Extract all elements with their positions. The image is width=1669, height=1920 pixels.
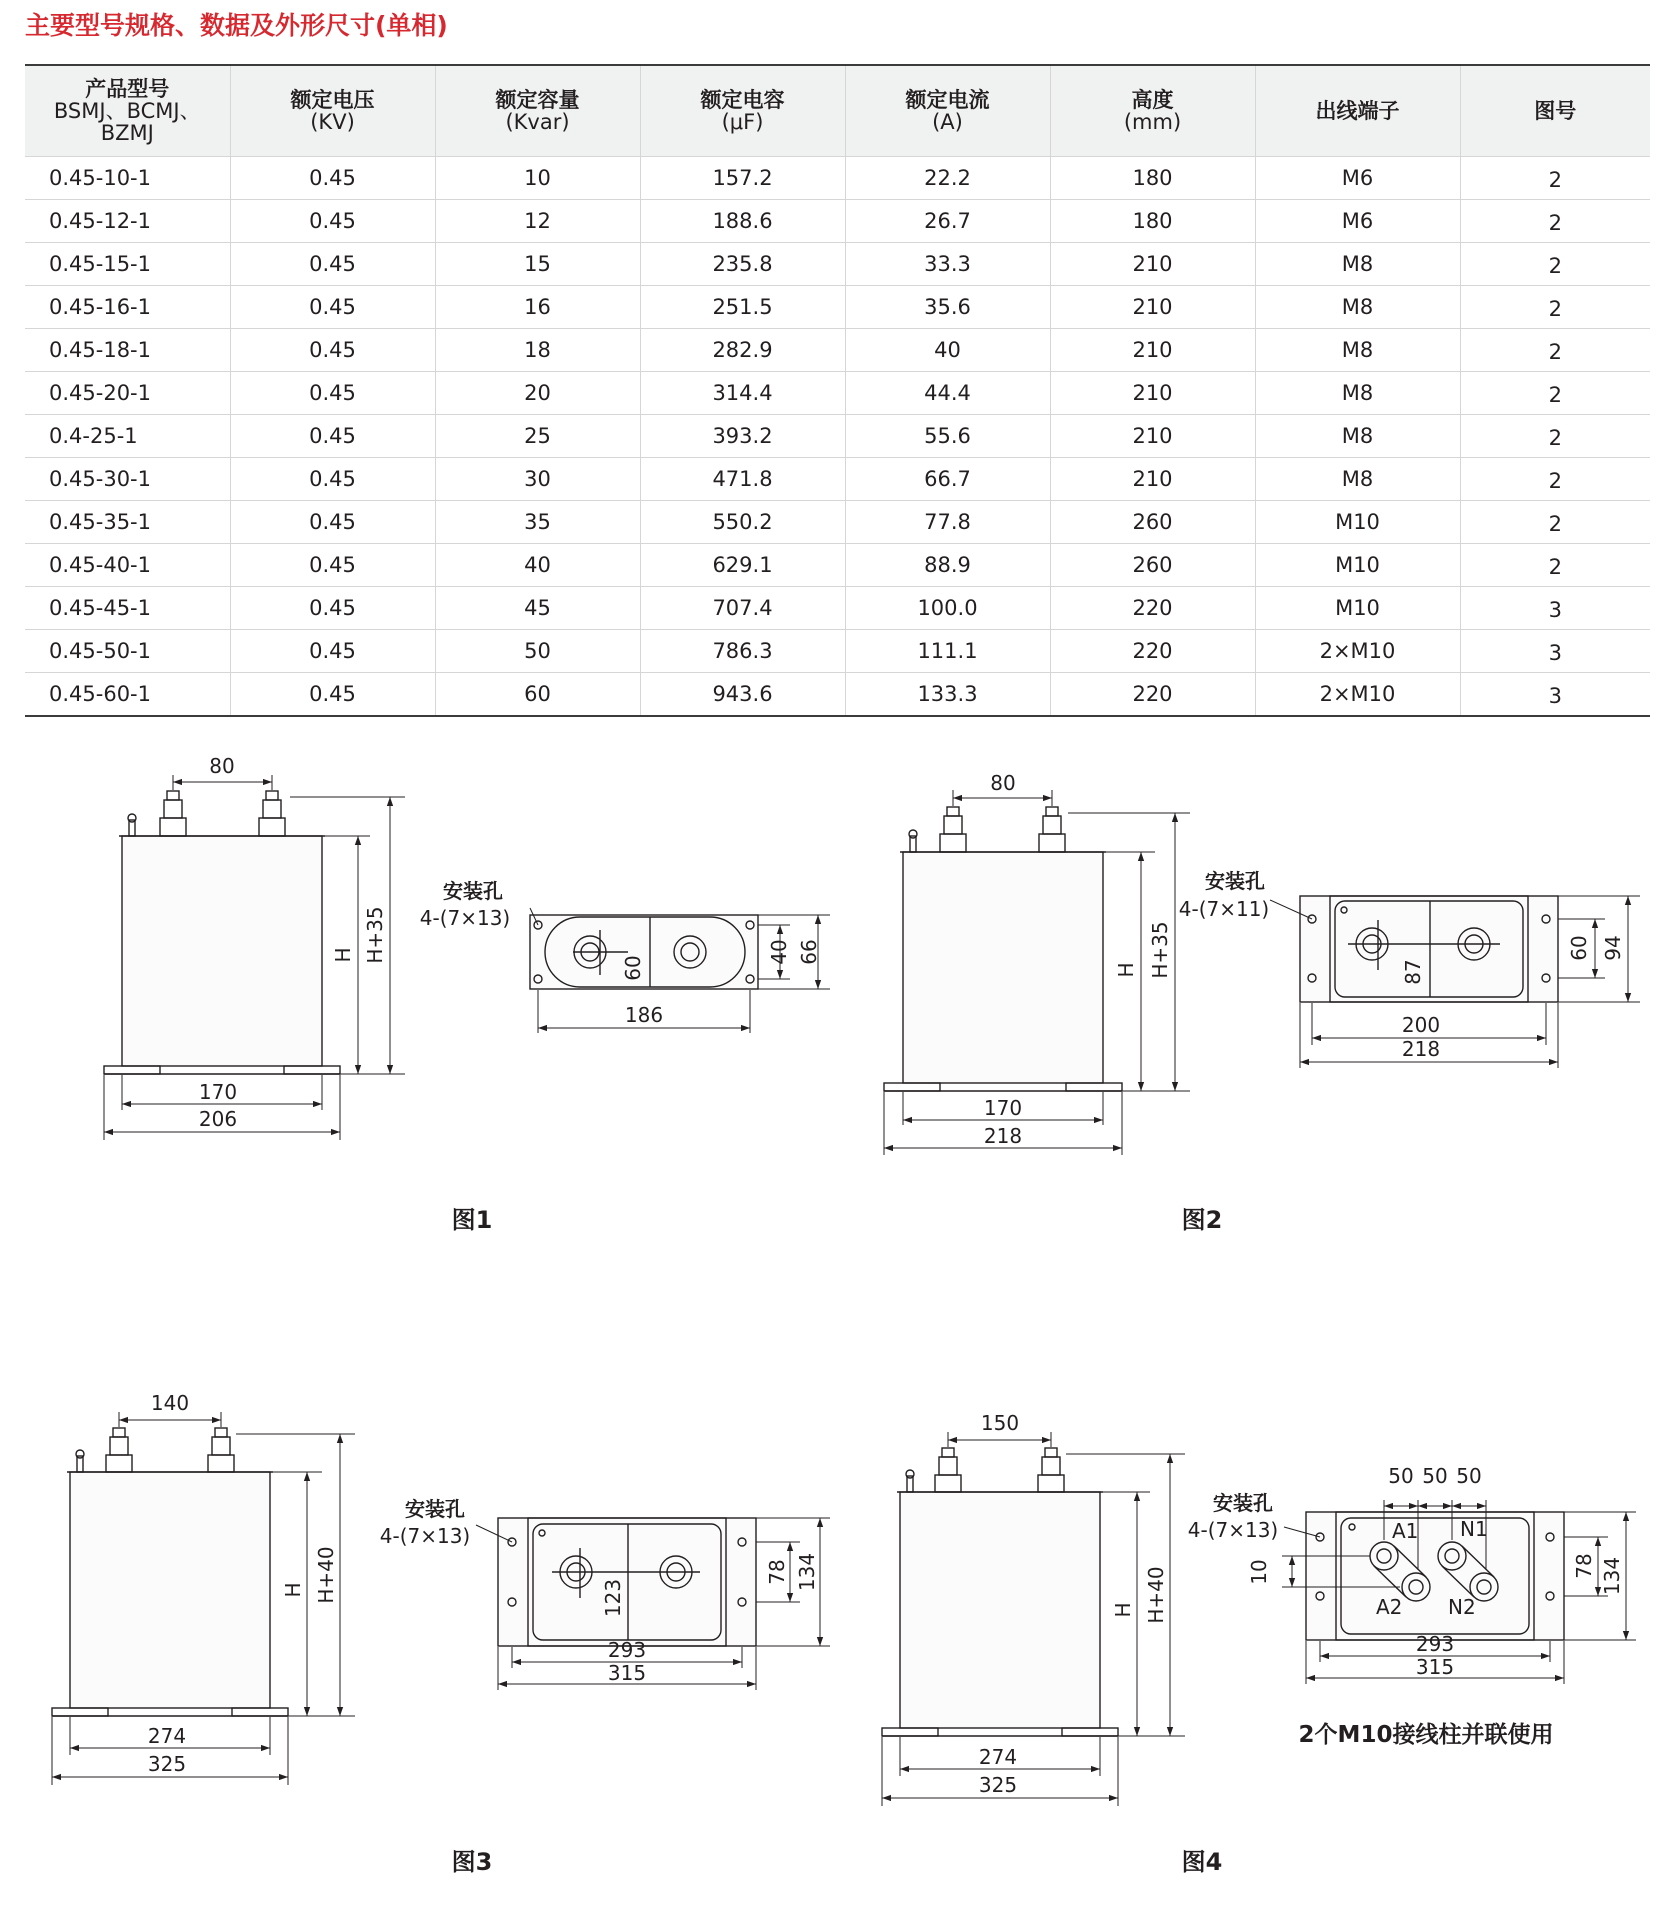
fig2-terminal-spacing: 80: [990, 771, 1016, 795]
cell-terminal: M6: [1255, 157, 1460, 200]
fig4-base-outer: 325: [978, 1773, 1018, 1797]
fig1-plan-width: 66: [797, 939, 821, 965]
cell-terminal: M8: [1255, 286, 1460, 329]
cell-capacity: 12: [435, 200, 640, 243]
header-voltage-name: 额定电压: [290, 88, 375, 112]
fig1-plan-length: 186: [624, 1003, 664, 1027]
fig4-plan-total: 315: [1415, 1655, 1455, 1679]
fig4-terminal-n2: N2: [1448, 1595, 1476, 1619]
cell-terminal: M6: [1255, 200, 1460, 243]
cell-figure-no: 2: [1460, 458, 1650, 501]
fig3-base-outer: 325: [147, 1752, 187, 1776]
header-model-series-2: BZMJ: [100, 121, 154, 145]
header-capacitance-name: 额定电容: [700, 88, 785, 112]
fig1-plan-depth: 60: [621, 955, 645, 981]
cell-capacity: 45: [435, 587, 640, 630]
cell-voltage: 0.45: [230, 544, 435, 587]
fig3-base-inner: 274: [147, 1724, 187, 1748]
header-figure-name: 图号: [1534, 99, 1577, 123]
fig4-pitch-1: 50: [1388, 1464, 1414, 1488]
cell-figure-no: 2: [1460, 501, 1650, 544]
cell-capacitance: 943.6: [640, 673, 845, 717]
fig2-height: H: [1114, 962, 1138, 978]
cell-current: 77.8: [845, 501, 1050, 544]
cell-terminal: M10: [1255, 587, 1460, 630]
fig2-caption: 图2: [1181, 1206, 1223, 1234]
header-current-unit: (A): [932, 110, 963, 134]
cell-current: 88.9: [845, 544, 1050, 587]
cell-height: 220: [1050, 673, 1255, 717]
fig2-plan-hole-y: 60: [1567, 935, 1591, 961]
fig3-plan-hole-y: 78: [765, 1559, 789, 1585]
cell-model: 0.4-25-1: [25, 415, 230, 458]
cell-voltage: 0.45: [230, 458, 435, 501]
cell-voltage: 0.45: [230, 587, 435, 630]
cell-model: 0.45-45-1: [25, 587, 230, 630]
cell-figure-no: 2: [1460, 157, 1650, 200]
cell-capacity: 20: [435, 372, 640, 415]
cell-capacity: 15: [435, 243, 640, 286]
cell-capacitance: 707.4: [640, 587, 845, 630]
header-terminal-name: 出线端子: [1315, 99, 1400, 123]
cell-height: 220: [1050, 630, 1255, 673]
cell-capacity: 60: [435, 673, 640, 717]
cell-terminal: M10: [1255, 501, 1460, 544]
cell-voltage: 0.45: [230, 329, 435, 372]
fig4-terminal-a2: A2: [1376, 1595, 1403, 1619]
fig3-front-view: [52, 1412, 355, 1785]
fig3-plan-length: 293: [607, 1638, 647, 1662]
fig4-height-total: H+40: [1144, 1566, 1168, 1624]
header-voltage-unit: (KV): [310, 110, 355, 134]
fig2-plan-width: 94: [1601, 935, 1625, 961]
cell-model: 0.45-16-1: [25, 286, 230, 329]
cell-height: 260: [1050, 501, 1255, 544]
cell-capacitance: 314.4: [640, 372, 845, 415]
fig4-hole-label: 安装孔: [1213, 1491, 1273, 1515]
cell-height: 220: [1050, 587, 1255, 630]
cell-capacity: 10: [435, 157, 640, 200]
fig1-caption: 图1: [451, 1206, 493, 1234]
fig1-front-view: [104, 775, 405, 1140]
fig4-offset: 10: [1247, 1559, 1271, 1585]
fig4-plan-width: 134: [1600, 1556, 1624, 1596]
cell-model: 0.45-18-1: [25, 329, 230, 372]
cell-current: 26.7: [845, 200, 1050, 243]
cell-model: 0.45-15-1: [25, 243, 230, 286]
cell-height: 260: [1050, 544, 1255, 587]
cell-voltage: 0.45: [230, 501, 435, 544]
fig4-pitch-3: 50: [1456, 1464, 1482, 1488]
fig4-front-view: [882, 1432, 1185, 1806]
cell-capacity: 35: [435, 501, 640, 544]
fig4-hole-spec: 4-(7×13): [1187, 1518, 1279, 1542]
fig4-terminal-a1: A1: [1392, 1519, 1419, 1543]
cell-capacity: 40: [435, 544, 640, 587]
cell-capacitance: 235.8: [640, 243, 845, 286]
cell-height: 210: [1050, 372, 1255, 415]
cell-capacitance: 157.2: [640, 157, 845, 200]
cell-figure-no: 2: [1460, 372, 1650, 415]
fig3-plan-width: 134: [795, 1552, 819, 1592]
cell-capacity: 18: [435, 329, 640, 372]
fig2-hole-spec: 4-(7×11): [1178, 897, 1270, 921]
cell-current: 35.6: [845, 286, 1050, 329]
cell-terminal: 2×M10: [1255, 630, 1460, 673]
cell-current: 133.3: [845, 673, 1050, 717]
cell-capacitance: 251.5: [640, 286, 845, 329]
cell-height: 210: [1050, 415, 1255, 458]
cell-current: 66.7: [845, 458, 1050, 501]
fig4-base-inner: 274: [978, 1745, 1018, 1769]
header-capacity-name: 额定容量: [495, 88, 580, 112]
cell-capacitance: 471.8: [640, 458, 845, 501]
fig3-plan-depth: 123: [601, 1578, 625, 1618]
fig4-height: H: [1111, 1602, 1135, 1618]
cell-current: 22.2: [845, 157, 1050, 200]
fig1-base-inner: 170: [198, 1080, 238, 1104]
cell-current: 100.0: [845, 587, 1050, 630]
fig1-base-outer: 206: [198, 1107, 238, 1131]
cell-voltage: 0.45: [230, 243, 435, 286]
cell-terminal: M8: [1255, 372, 1460, 415]
cell-terminal: 2×M10: [1255, 673, 1460, 717]
fig1-height-total: H+35: [363, 906, 387, 964]
cell-model: 0.45-40-1: [25, 544, 230, 587]
cell-terminal: M10: [1255, 544, 1460, 587]
fig3-caption: 图3: [451, 1848, 493, 1876]
cell-voltage: 0.45: [230, 200, 435, 243]
cell-height: 180: [1050, 200, 1255, 243]
fig4-plan-hole-y: 78: [1572, 1553, 1596, 1579]
header-model-name: 产品型号: [85, 77, 170, 101]
page-title: 主要型号规格、数据及外形尺寸(单相): [25, 11, 448, 40]
fig4-terminal-spacing: 150: [980, 1411, 1020, 1435]
cell-figure-no: 2: [1460, 544, 1650, 587]
cell-terminal: M8: [1255, 458, 1460, 501]
fig1-height: H: [331, 947, 355, 963]
cell-voltage: 0.45: [230, 673, 435, 717]
cell-voltage: 0.45: [230, 415, 435, 458]
fig3-plan-total: 315: [607, 1661, 647, 1685]
cell-model: 0.45-20-1: [25, 372, 230, 415]
fig2-base-outer: 218: [983, 1124, 1023, 1148]
cell-model: 0.45-35-1: [25, 501, 230, 544]
fig2-front-view: [884, 790, 1190, 1155]
cell-height: 180: [1050, 157, 1255, 200]
header-capacitance-unit: (μF): [721, 110, 764, 134]
cell-model: 0.45-60-1: [25, 673, 230, 717]
header-height-unit: (mm): [1123, 110, 1182, 134]
cell-voltage: 0.45: [230, 157, 435, 200]
header-model-series-1: BSMJ、BCMJ、: [53, 99, 201, 123]
fig2-plan-total: 218: [1401, 1037, 1441, 1061]
cell-terminal: M8: [1255, 415, 1460, 458]
cell-current: 44.4: [845, 372, 1050, 415]
cell-capacitance: 786.3: [640, 630, 845, 673]
fig3-hole-label: 安装孔: [405, 1497, 465, 1521]
fig3-hole-spec: 4-(7×13): [379, 1524, 471, 1548]
fig1-hole-spec: 4-(7×13): [419, 906, 511, 930]
cell-current: 33.3: [845, 243, 1050, 286]
header-height-name: 高度: [1131, 88, 1174, 112]
fig4-pitch-2: 50: [1422, 1464, 1448, 1488]
cell-current: 111.1: [845, 630, 1050, 673]
fig2-plan-length: 200: [1401, 1013, 1441, 1037]
cell-capacitance: 550.2: [640, 501, 845, 544]
cell-figure-no: 3: [1460, 587, 1650, 630]
fig2-base-inner: 170: [983, 1096, 1023, 1120]
cell-capacitance: 393.2: [640, 415, 845, 458]
cell-figure-no: 3: [1460, 673, 1650, 717]
fig4-note: 2个M10接线柱并联使用: [1298, 1722, 1554, 1748]
fig1-plan-hole-y: 40: [767, 939, 791, 965]
cell-height: 210: [1050, 329, 1255, 372]
cell-model: 0.45-30-1: [25, 458, 230, 501]
cell-model: 0.45-12-1: [25, 200, 230, 243]
fig1-terminal-spacing: 80: [209, 754, 235, 778]
fig2-plan-depth: 87: [1401, 959, 1425, 985]
cell-capacity: 16: [435, 286, 640, 329]
cell-figure-no: 2: [1460, 243, 1650, 286]
fig2-height-total: H+35: [1148, 921, 1172, 979]
fig4-caption: 图4: [1181, 1848, 1223, 1876]
cell-figure-no: 2: [1460, 200, 1650, 243]
fig2-plan-view: [1270, 896, 1640, 1068]
cell-voltage: 0.45: [230, 286, 435, 329]
cell-capacity: 50: [435, 630, 640, 673]
cell-voltage: 0.45: [230, 372, 435, 415]
header-current-name: 额定电流: [905, 88, 990, 112]
fig1-plan-view: [530, 908, 830, 1033]
cell-terminal: M8: [1255, 243, 1460, 286]
fig4-plan-length: 293: [1415, 1632, 1455, 1656]
cell-height: 210: [1050, 458, 1255, 501]
cell-height: 210: [1050, 243, 1255, 286]
fig4-terminal-n1: N1: [1460, 1517, 1488, 1541]
cell-figure-no: 2: [1460, 415, 1650, 458]
cell-model: 0.45-10-1: [25, 157, 230, 200]
cell-height: 210: [1050, 286, 1255, 329]
cell-current: 55.6: [845, 415, 1050, 458]
fig1-hole-label: 安装孔: [443, 879, 503, 903]
fig3-terminal-spacing: 140: [150, 1391, 190, 1415]
cell-terminal: M8: [1255, 329, 1460, 372]
cell-figure-no: 2: [1460, 329, 1650, 372]
fig3-height: H: [281, 1582, 305, 1598]
cell-capacitance: 282.9: [640, 329, 845, 372]
cell-voltage: 0.45: [230, 630, 435, 673]
header-capacity-unit: (Kvar): [505, 110, 570, 134]
cell-model: 0.45-50-1: [25, 630, 230, 673]
cell-capacity: 25: [435, 415, 640, 458]
cell-figure-no: 2: [1460, 286, 1650, 329]
cell-capacitance: 629.1: [640, 544, 845, 587]
cell-capacity: 30: [435, 458, 640, 501]
fig3-height-total: H+40: [314, 1546, 338, 1604]
fig2-hole-label: 安装孔: [1205, 869, 1265, 893]
cell-capacitance: 188.6: [640, 200, 845, 243]
cell-current: 40: [845, 329, 1050, 372]
cell-figure-no: 3: [1460, 630, 1650, 673]
fig4-plan-view: [1282, 1500, 1636, 1684]
fig3-plan-view: [476, 1518, 830, 1690]
